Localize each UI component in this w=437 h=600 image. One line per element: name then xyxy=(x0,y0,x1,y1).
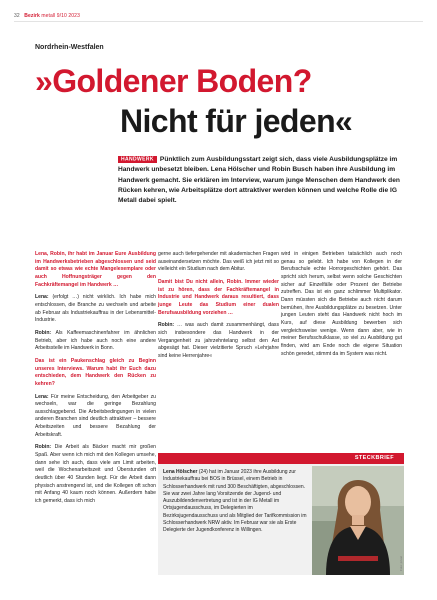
question-text: Lena, Robin, ihr habt im Januar Eure Ausbildung im Handwerksbetrieben abgeschlossen und seid damit so etwas wie echte Mangelexemplare oder auch Hoffnungsträger gegen den Fachkräftemangel im Handwerk … xyxy=(35,251,156,288)
speaker: Robin: xyxy=(35,444,52,451)
portrait-image xyxy=(312,466,404,575)
answer-text: wird in einigen Betrieben tatsächlich auch noch genau so gelebt. Ich habe von Kollegen in der Berufsschule echte Horrorgeschichten gehört. Das spricht sich herum, selbst wenn solche Geschichten sicher auf Einzelfälle oder Prozent der Betriebe zutreffen. Das ist ein ganz schlimmer Multiplikator. Dann müssten sich die Betriebe auch nicht darum bemühen, ihre Ausbildungsplätze zu besetzen. Unter jungen Leuten steht das Handwerk nicht hoch im Kurs, auf diese Ausbildung bewerben sich vergleichsweise wenige. Wenn dann aber, wie in meiner Berufsschulklasse, so viel zu Ausbildung gut finden, wird am Ende noch die eigene Situation schön geredet, stimmt da im System was nicht. xyxy=(281,251,402,357)
lead-paragraph xyxy=(118,154,408,206)
answer-text: (erfolgt …) nicht wirklich. Ich habe mich entschlossen, die Branche zu wechseln und arbeite ab Februar als Industriekauffrau in der Lebensmittel-Industrie. xyxy=(35,294,156,324)
answer-text: gerne auch tiefergehender mit akademischen Fragen auseinandersetzen möchte. Das weiß ich jetzt mit so vielleicht ein Studium nach dem Abitur. xyxy=(158,251,279,273)
answer xyxy=(158,251,279,274)
speaker: Lena: xyxy=(35,393,49,400)
question-text: Damit bist Du nicht allein, Robin. Immer wieder ist zu hören, dass der Fachkräftemangel in Industrie und Handwerk daraus resultiert, dass junge Leute das Studium einer dualen Berufsausbildung vorziehen … xyxy=(158,278,279,316)
question xyxy=(158,279,279,317)
speaker: Lena: xyxy=(35,294,49,301)
answer xyxy=(35,294,156,325)
speaker: Robin: xyxy=(35,329,52,336)
speaker: Robin: xyxy=(158,322,175,329)
profile-name: Lena Hölscher xyxy=(163,469,198,475)
category-tag: HANDWERK xyxy=(118,156,157,163)
answer xyxy=(35,394,156,440)
running-header xyxy=(14,13,80,19)
answer-text: Die Arbeit als Bäcker macht mir großen Spaß. Aber wenn ich mich mit den Kollegen umsehe, dann sehe ich auch, dass viele am Limit arbeiten, weil die Wochenarbeitszeit und Überstunden oft deutlich über 40 Stunden liegt. Für die Arbeit dann physisch anstrengend ist, und die Kollegen oft schon mit Anfang 40 kaum noch können. Außerdem habe ich gemerkt, dass ich mich xyxy=(35,444,157,505)
answer-text: … was auch damit zusammenhängt, dass sich insbesondere das Handwerk in der Vergangenheit zu jahrzehntelang selbst den Ast abgesägt hat. Dieser vielzitierte Spruch »Lehrjahre sind keine Herrenjahre« xyxy=(158,322,279,359)
answer xyxy=(35,444,156,505)
page-number: 32 xyxy=(14,13,20,19)
question-text: Das ist ein Paukenschlag gleich zu Beginn unseres Interviews. Warum habt ihr Euch dazu entschieden, dem Handwerk den Rücken zu kehren? xyxy=(35,357,156,387)
section-name: Bezirk xyxy=(24,13,40,19)
photo-credit: Foto: privat xyxy=(399,555,403,571)
answer xyxy=(35,330,156,353)
headline-line-2: Nicht für jeden« xyxy=(120,103,353,139)
answer xyxy=(158,322,279,360)
interview-column-3 xyxy=(281,251,402,446)
region-label: Nordrhein-Westfalen xyxy=(35,44,104,51)
lead-text: Pünktlich zum Ausbildungsstart zeigt sich, dass viele Ausbildungsplätze im Handwerk unbesetzt bleiben. Lena Hölscher und Robin Busch haben ihre Ausbildung im Handwerk gemacht. Sie erklären im Interview, warum junge Menschen dem Handwerk den Rücken kehren, wie Arbeitsplätze dort attraktiver werden können und welche Rolle die IG Metall dabei spielt. xyxy=(118,156,400,205)
portrait-photo xyxy=(312,466,404,575)
header-divider xyxy=(14,21,423,22)
question xyxy=(35,251,156,289)
issue-label: metall 9/10 2023 xyxy=(41,13,80,19)
interview-column-1 xyxy=(35,251,156,581)
question xyxy=(35,358,156,389)
headline-line-1: »Goldener Boden? xyxy=(35,63,312,99)
answer-text: Als Kaffeemaschinenfahrer im ähnlichen Betrieb, aber ich habe auch noch eine andere Arbeitsstelle im Handwerk in Bonn. xyxy=(35,329,157,352)
profile-description: (24) hat im Januar 2023 ihre Ausbildung zur Industriekauffrau bei BOS in Brüssel, einem Betrieb in Schlosserhandwerk mit rund 300 Beschäftigten, abgeschlossen. Sie war zwei Jahre lang Vorsitzende der Jugend- und Auszubildendenvertretung und ist in der IG Metall im Ortsjugendausschuss, im Delegierten im Bezirksjugendausschuss und als Mitglied der Tarifkommission im Schlosserhandwerk NRW aktiv. Im Februar war sie als Erste Delegierte der Jugendkonferenz in Willingen. xyxy=(163,469,307,534)
profile-label: STECKBRIEF xyxy=(354,455,394,461)
answer-text: Für meine Entscheidung, den Arbeitgeber zu wechseln, war die geringe Bezahlung ausschlaggebend. Die Arbeitsbedingungen in vielen anderen Branchen sind deutlich attraktiver – bessere Arbeitszeiten und bessere Bezahlung der Arbeitskraft. xyxy=(35,393,156,438)
profile-header-bar xyxy=(158,453,404,464)
profile-text xyxy=(163,469,308,535)
interview-column-2 xyxy=(158,251,279,446)
answer xyxy=(281,251,402,358)
